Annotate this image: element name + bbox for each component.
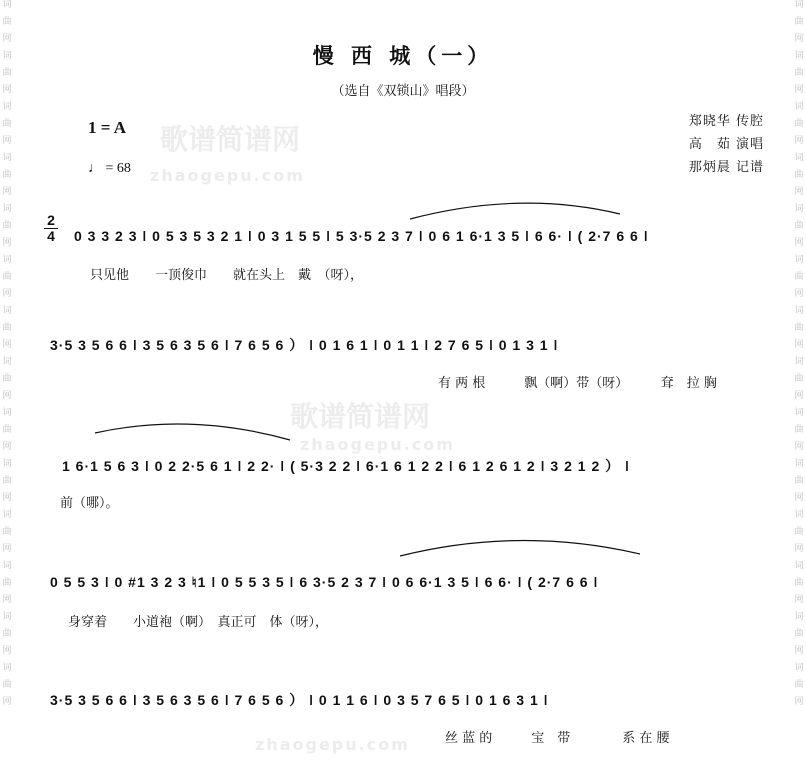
lyrics-line-3: 前（哪）。 (60, 496, 119, 511)
background-watermark-url: zhaogepu.com (255, 735, 410, 754)
side-watermark-char: 网 (794, 697, 804, 707)
side-watermark-char: 曲 (2, 629, 12, 639)
side-watermark-char: 网 (2, 136, 12, 146)
side-watermark-char: 曲 (794, 221, 804, 231)
side-watermark-char: 网 (794, 391, 804, 401)
background-watermark-url: zhaogepu.com (300, 435, 455, 454)
lyrics-line-5: 丝 蓝 的 宝 带 系 在 腰 (445, 731, 670, 746)
tempo-marking: ♩ = 68 (88, 161, 131, 176)
side-watermark-char: 网 (2, 289, 12, 299)
side-watermark-char: 网 (2, 391, 12, 401)
side-watermark-char: 词 (794, 663, 804, 673)
side-watermark-char: 词 (2, 459, 12, 469)
side-watermark-char: 网 (794, 289, 804, 299)
side-watermark-char: 网 (794, 340, 804, 350)
side-watermark-char: 网 (2, 544, 12, 554)
lyrics-line-4: 身穿着 小道袍（啊） 真正可 体（呀）， (68, 615, 329, 630)
score-subtitle: （选自《双锁山》唱段） (331, 84, 475, 99)
side-watermark-char: 网 (794, 187, 804, 197)
side-watermark-char: 网 (794, 493, 804, 503)
side-watermark-char: 网 (794, 544, 804, 554)
side-watermark-char: 曲 (2, 119, 12, 129)
lyrics-line-2: 有 两 根 飘（啊）带（呀） 耷 拉 胸 (438, 376, 717, 391)
side-watermark-char: 网 (794, 34, 804, 44)
side-watermark-char: 词 (794, 153, 804, 163)
credit-singer: 高 茹 演唱 (688, 137, 764, 152)
side-watermark-char: 词 (2, 0, 12, 10)
notation-line-5: 3·5 3 5 6 6 ǀ 3 5 6 3 5 6 ǀ 7 6 5 6 ） ǀ 0 1 1 6 ǀ 0 3 5 7 6 5 ǀ 0 1 6 3 1 ǀ (50, 692, 549, 708)
side-watermark-char: 词 (2, 204, 12, 214)
score-title: 慢 西 城（一） (312, 43, 494, 68)
side-watermark-char: 网 (794, 136, 804, 146)
side-watermark-char: 网 (2, 646, 12, 656)
side-watermark-char: 曲 (794, 170, 804, 180)
side-watermark-char: 词 (2, 612, 12, 622)
side-watermark-char: 词 (2, 306, 12, 316)
side-watermark-char: 曲 (794, 17, 804, 27)
side-watermark-char: 网 (2, 493, 12, 503)
side-watermark-char: 词 (794, 255, 804, 265)
side-watermark-char: 网 (2, 85, 12, 95)
side-watermark-char: 曲 (794, 272, 804, 282)
background-watermark-text: 歌谱简谱网 (290, 400, 431, 433)
side-watermark-char: 曲 (794, 374, 804, 384)
side-watermark-char: 曲 (794, 680, 804, 690)
side-watermark-char: 词 (794, 459, 804, 469)
side-watermark-char: 曲 (2, 578, 12, 588)
side-watermark-char: 网 (2, 187, 12, 197)
side-watermark-char: 曲 (2, 17, 12, 27)
side-watermark-char: 词 (794, 204, 804, 214)
side-watermark-char: 曲 (2, 221, 12, 231)
side-watermark-char: 曲 (2, 170, 12, 180)
side-watermark-char: 网 (794, 595, 804, 605)
side-watermark-char: 曲 (794, 578, 804, 588)
side-watermark-char: 曲 (2, 68, 12, 78)
side-watermark-char: 词 (794, 510, 804, 520)
side-watermark-char: 词 (794, 0, 804, 10)
side-watermark-char: 词 (794, 612, 804, 622)
side-watermark-char: 曲 (2, 680, 12, 690)
side-watermark-char: 曲 (2, 527, 12, 537)
side-watermark-char: 词 (794, 408, 804, 418)
side-watermark-char: 词 (794, 561, 804, 571)
side-watermark-char: 词 (794, 102, 804, 112)
time-signature-top: 2 (47, 212, 55, 228)
side-watermark-char: 曲 (794, 476, 804, 486)
side-watermark-char: 曲 (2, 476, 12, 486)
side-watermark-char: 网 (2, 34, 12, 44)
notation-line-2: 3·5 3 5 6 6 ǀ 3 5 6 3 5 6 ǀ 7 6 5 6 ） ǀ 0 1 6 1 ǀ 0 1 1 ǀ 2 7 6 5 ǀ 0 1 3 1 ǀ (50, 337, 559, 353)
credit-arranger: 郑晓华 传腔 (688, 114, 764, 129)
side-watermark-char: 曲 (2, 272, 12, 282)
side-watermark-char: 词 (2, 408, 12, 418)
notation-line-4: 0 5 5 3 ǀ 0 #1 3 2 3 ♮1 ǀ 0 5 5 3 5 ǀ 6 3·5 2 3 7 ǀ 0 6 6·1 3 5 ǀ 6 6· ǀ ( 2·7 6 6 ǀ (50, 574, 599, 590)
time-signature-bottom: 4 (44, 228, 58, 244)
side-watermark-char: 网 (794, 646, 804, 656)
side-watermark-char: 网 (794, 238, 804, 248)
side-watermark-char: 网 (2, 238, 12, 248)
side-watermark-char: 曲 (794, 68, 804, 78)
side-watermark-char: 网 (794, 442, 804, 452)
side-watermark-char: 词 (794, 51, 804, 61)
side-watermark-char: 词 (2, 663, 12, 673)
side-watermark-char: 词 (2, 153, 12, 163)
key-signature: 1 = A (88, 118, 127, 137)
side-watermark-char: 网 (2, 442, 12, 452)
side-watermark-char: 曲 (2, 374, 12, 384)
side-watermark-char: 词 (794, 306, 804, 316)
side-watermark-char: 网 (2, 340, 12, 350)
side-watermark-char: 词 (2, 510, 12, 520)
side-watermark-char: 词 (2, 357, 12, 367)
side-watermark-char: 词 (794, 357, 804, 367)
credit-transcriber: 那炳晨 记谱 (688, 160, 764, 175)
side-watermark-char: 网 (2, 595, 12, 605)
side-watermark-char: 词 (2, 561, 12, 571)
side-watermark-char: 曲 (794, 323, 804, 333)
side-watermark-char: 词 (2, 255, 12, 265)
side-watermark-char: 词 (2, 51, 12, 61)
notation-line-1: 0 3 3 2 3 ǀ 0 5 3 5 3 2 1 ǀ 0 3 1 5 5 ǀ 5 3·5 2 3 7 ǀ 0 6 1 6·1 3 5 ǀ 6 6· ǀ ( 2·7 6 6 ǀ (74, 228, 649, 244)
side-watermark-char: 词 (2, 102, 12, 112)
side-watermark-char: 曲 (794, 527, 804, 537)
lyrics-line-1: 只见他 一顶俊巾 就在头上 戴 （呀）， (90, 268, 364, 283)
side-watermark-char: 网 (794, 85, 804, 95)
side-watermark-char: 曲 (2, 323, 12, 333)
side-watermark-char: 曲 (794, 425, 804, 435)
side-watermark-char: 曲 (794, 629, 804, 639)
side-watermark-char: 网 (2, 697, 12, 707)
notation-line-3: 1 6·1 5 6 3 ǀ 0 2 2·5 6 1 ǀ 2 2· ǀ ( 5·3 2 2 ǀ 6·1 6 1 2 2 ǀ 6 1 2 6 1 2 ǀ 3 2 1 2 ） ǀ (62, 458, 630, 474)
background-watermark-text: 歌谱简谱网 (160, 123, 301, 156)
side-watermark-char: 曲 (2, 425, 12, 435)
background-watermark-url: zhaogepu.com (150, 166, 305, 185)
side-watermark-char: 曲 (794, 119, 804, 129)
